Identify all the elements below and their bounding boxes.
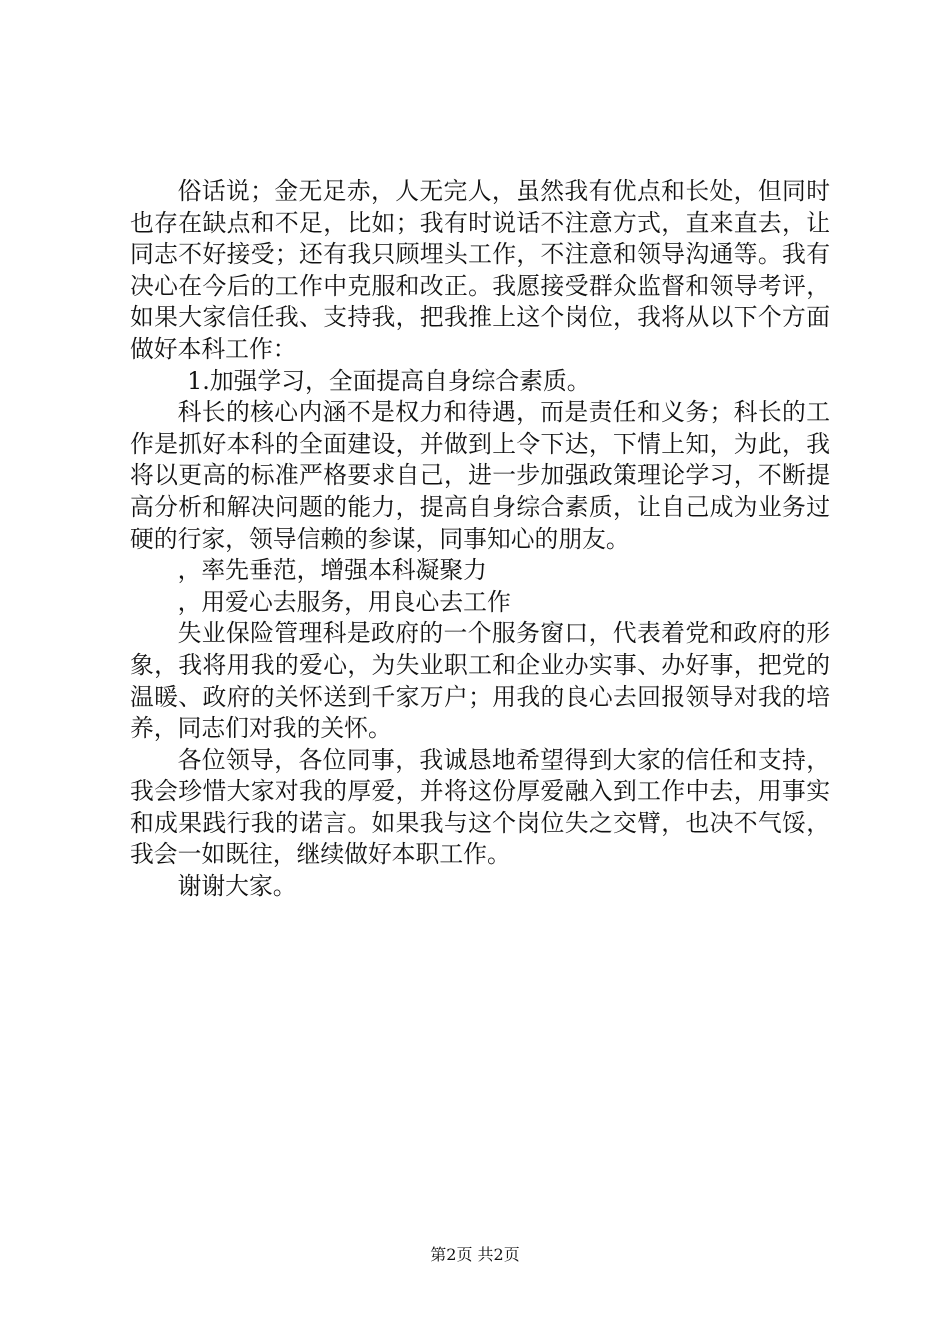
paragraph-point-2-heading: ，率先垂范，增强本科凝聚力 xyxy=(177,556,487,585)
page-number-footer: 第2页 共2页 xyxy=(430,1245,520,1264)
paragraph-point-1-body: 科长的核心内涵不是权力和待遇，而是责任和义务；科长的工作是抓好本科的全面建设，并做到上令下达，下情上知，为此，我将以更高的标准严格要求自己，进一步加强政策理论学习，不断提高分析和解决问题的能力，提高自身综合素质，让自己成为业务过硬的行家，领导信赖的参谋，同事知心的朋友。 xyxy=(130,398,830,553)
paragraph-self-assessment: 俗话说；金无足赤，人无完人，虽然我有优点和长处，但同时也存在缺点和不足，比如；我有时说话不注意方式，直来直去，让同志不好接受；还有我只顾埋头工作，不注意和领导沟通等。我有决心在今后的工作中克服和改正。我愿接受群众监督和领导考评，如果大家信任我、支持我，把我推上这个岗位，我将从以下个方面做好本科工作： xyxy=(130,177,830,363)
paragraph-point-1-heading: 1.加强学习，全面提高自身综合素质。 xyxy=(187,366,591,395)
paragraph-thanks: 谢谢大家。 xyxy=(177,872,297,901)
paragraph-closing: 各位领导，各位同事，我诚恳地希望得到大家的信任和支持，我会珍惜大家对我的厚爱，并将这份厚爱融入到工作中去，用事实和成果践行我的诺言。如果我与这个岗位失之交臂，也决不气馁，我会一如既往，继续做好本职工作。 xyxy=(130,745,830,869)
paragraph-point-3-body: 失业保险管理科是政府的一个服务窗口，代表着党和政府的形象，我将用我的爱心，为失业职工和企业办实事、办好事，把党的温暖、政府的关怀送到千家万户；用我的良心去回报领导对我的培养，同志们对我的关怀。 xyxy=(130,619,830,743)
paragraph-point-3-heading: ，用爱心去服务，用良心去工作 xyxy=(177,587,511,616)
document-body xyxy=(130,176,830,903)
